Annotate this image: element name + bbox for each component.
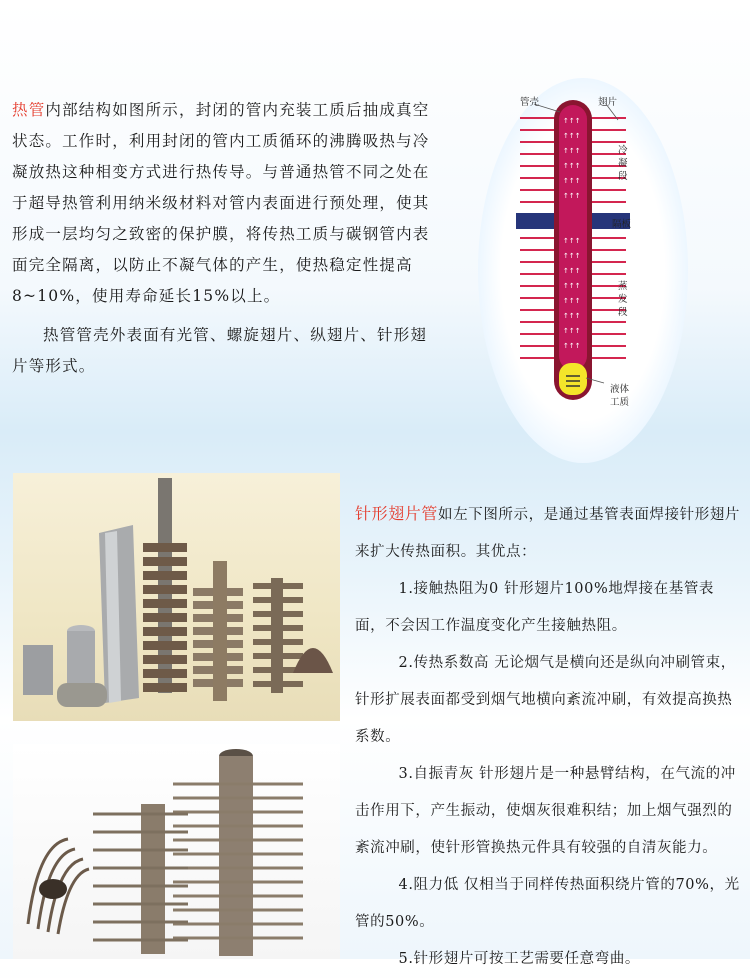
feature-item-3: 3.自振青灰 针形翅片是一种悬臂结构，在气流的冲击作用下，产生振动，使烟灰很难积结；加上烟气强烈的紊流冲刷，使针形管换热元件具有较强的自清灰能力。 <box>355 766 736 856</box>
needle-fin-tubes-illustration <box>13 744 340 959</box>
svg-text:↑↑↑: ↑↑↑ <box>563 252 581 260</box>
label-partition: 隔板 <box>612 219 632 230</box>
svg-text:↑↑↑: ↑↑↑ <box>563 177 581 185</box>
heat-pipe-keyword: 热管 <box>12 101 46 119</box>
needle-fin-tubes-photo <box>13 744 340 959</box>
label-evaporate-section: 蒸发段 <box>618 281 628 318</box>
feature-intro <box>355 495 740 571</box>
intro-paragraph-text: 内部结构如图所示，封闭的管内充装工质后抽成真空状态。工作时，利用封闭的管内工质循环的沸腾吸热与冷凝放热这种相变方式进行热传导。与普通热管不同之处在于超导热管利用纳米级材料对管内表面进行预处理，使其形成一层均匀之致密的保护膜，将传热工质与碳钢管内表面完全隔离，以防止不凝气体的产生，使热稳定性提高8~10%，使用寿命延长15%以上。 <box>12 101 430 305</box>
needle-fin-keyword: 针形翅片管 <box>355 504 439 523</box>
svg-text:↑↑↑: ↑↑↑ <box>563 237 581 245</box>
label-condense-section: 冷凝段 <box>618 145 628 182</box>
needle-fin-features <box>355 495 740 978</box>
feature-item-5: 5.针形翅片可按工艺需要任意弯曲。 <box>398 951 641 967</box>
svg-text:↑↑↑: ↑↑↑ <box>563 342 581 350</box>
svg-text:↑↑↑: ↑↑↑ <box>563 147 581 155</box>
finned-tubes-photo <box>13 473 340 721</box>
intro-text-block <box>12 95 432 382</box>
heat-pipe-illustration <box>478 78 688 463</box>
feature-item-2: 2.传热系数高 无论烟气是横向还是纵向冲刷管束，针形扩展表面都受到烟气地横向紊流冲刷，有效提高换热系数。 <box>355 655 736 745</box>
label-liquid-medium: 液体工质 <box>610 384 630 408</box>
finned-tubes-illustration <box>13 473 340 721</box>
svg-text:↑↑↑: ↑↑↑ <box>563 192 581 200</box>
heat-pipe-diagram <box>478 78 688 463</box>
label-fin: 翅片 <box>598 97 618 108</box>
svg-text:↑↑↑: ↑↑↑ <box>563 297 581 305</box>
feature-item-1: 1.接触热阻为0 针形翅片100%地焊接在基管表面，不会因工作温度变化产生接触热阻。 <box>355 581 715 634</box>
label-shell: 管壳 <box>520 97 540 108</box>
shell-forms-paragraph: 热管管壳外表面有光管、螺旋翅片、纵翅片、针形翅片等形式。 <box>12 326 428 375</box>
feature-item-4: 4.阻力低 仅相当于同样传热面积绕片管的70%，光管的50%。 <box>355 877 740 930</box>
svg-text:↑↑↑: ↑↑↑ <box>563 117 581 125</box>
svg-text:↑↑↑: ↑↑↑ <box>563 282 581 290</box>
svg-text:↑↑↑: ↑↑↑ <box>563 312 581 320</box>
svg-text:↑↑↑: ↑↑↑ <box>563 327 581 335</box>
intro-paragraph <box>12 95 432 312</box>
svg-text:↑↑↑: ↑↑↑ <box>563 132 581 140</box>
svg-text:↑↑↑: ↑↑↑ <box>563 267 581 275</box>
feature-intro-text: 如左下图所示，是通过基管表面焊接针形翅片来扩大传热面积。其优点： <box>355 507 741 560</box>
svg-text:↑↑↑: ↑↑↑ <box>563 162 581 170</box>
